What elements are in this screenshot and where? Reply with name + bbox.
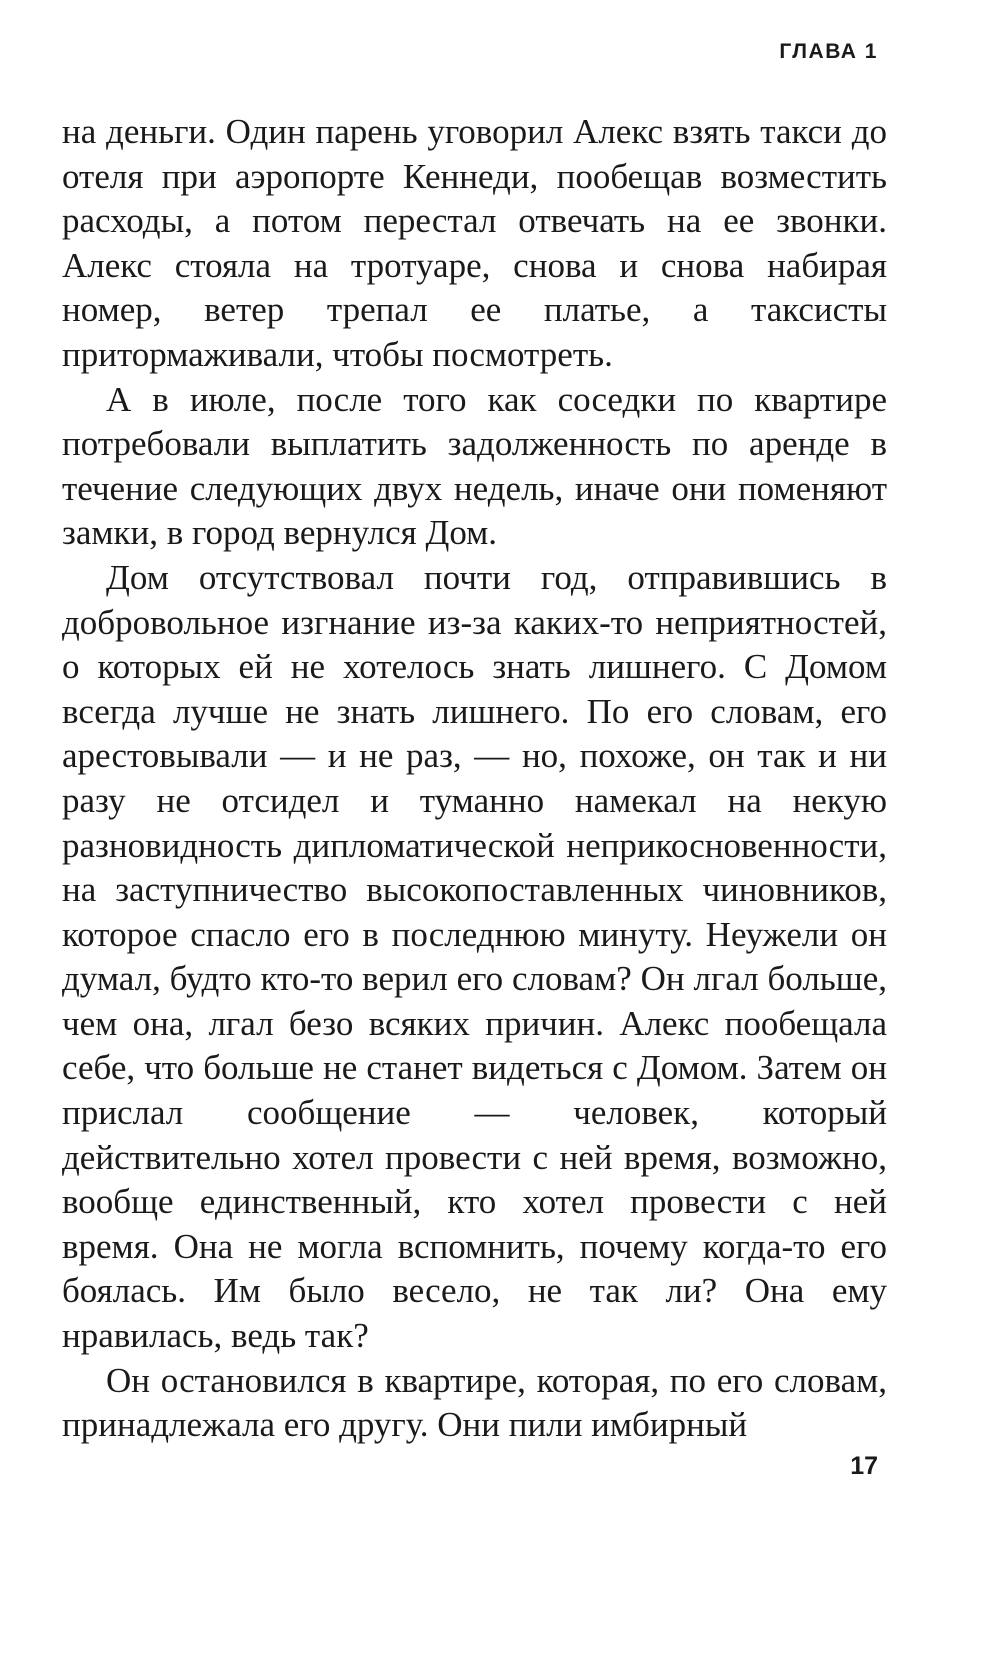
paragraph-2: А в июле, после того как соседки по квартире потребовали выплатить задолженность по аренде в течение следующих двух недель, иначе они поменяют замки, в город вернулся Дом.: [62, 379, 887, 553]
body-text: [62, 110, 887, 1448]
paragraph-4: Он остановился в квартире, которая, по его словам, принадлежала его другу. Они пили имбирный: [62, 1360, 887, 1445]
running-head: ГЛАВА 1: [779, 40, 878, 63]
paragraph-3: Дом отсутствовал почти год, отправившись в добровольное изгнание из-за каких-то неприятностей, о которых ей не хотелось знать лишнего. С Домом всегда лучше не знать лишнего. По его словам, его арестовывали — и не раз, — но, похоже, он так и ни разу не отсидел и туманно намекал на некую разновидность дипломатической неприкосновенности, на заступничество высокопоставленных чиновников, которое спасло его в последнюю минуту. Неужели он думал, будто кто-то верил его словам? Он лгал больше, чем она, лгал безо всяких причин. Алекс пообещала себе, что больше не станет видеться с Домом. Затем он прислал сообщение — человек, который действительно хотел провести с ней время, возможно, вообще единственный, кто хотел провести с ней время. Она не могла вспомнить, почему когда-то его боялась. Им было весело, не так ли? Она ему нравилась, ведь так?: [62, 557, 887, 1356]
paragraph-1: на деньги. Один парень уговорил Алекс взять такси до отеля при аэропорте Кеннеди, пообещав возместить расходы, а потом перестал отвечать на ее звонки. Алекс стояла на тротуаре, снова и снова набирая номер, ветер трепал ее платье, а таксисты притормаживали, чтобы посмотреть.: [62, 112, 887, 374]
page-number: 17: [850, 1452, 878, 1480]
